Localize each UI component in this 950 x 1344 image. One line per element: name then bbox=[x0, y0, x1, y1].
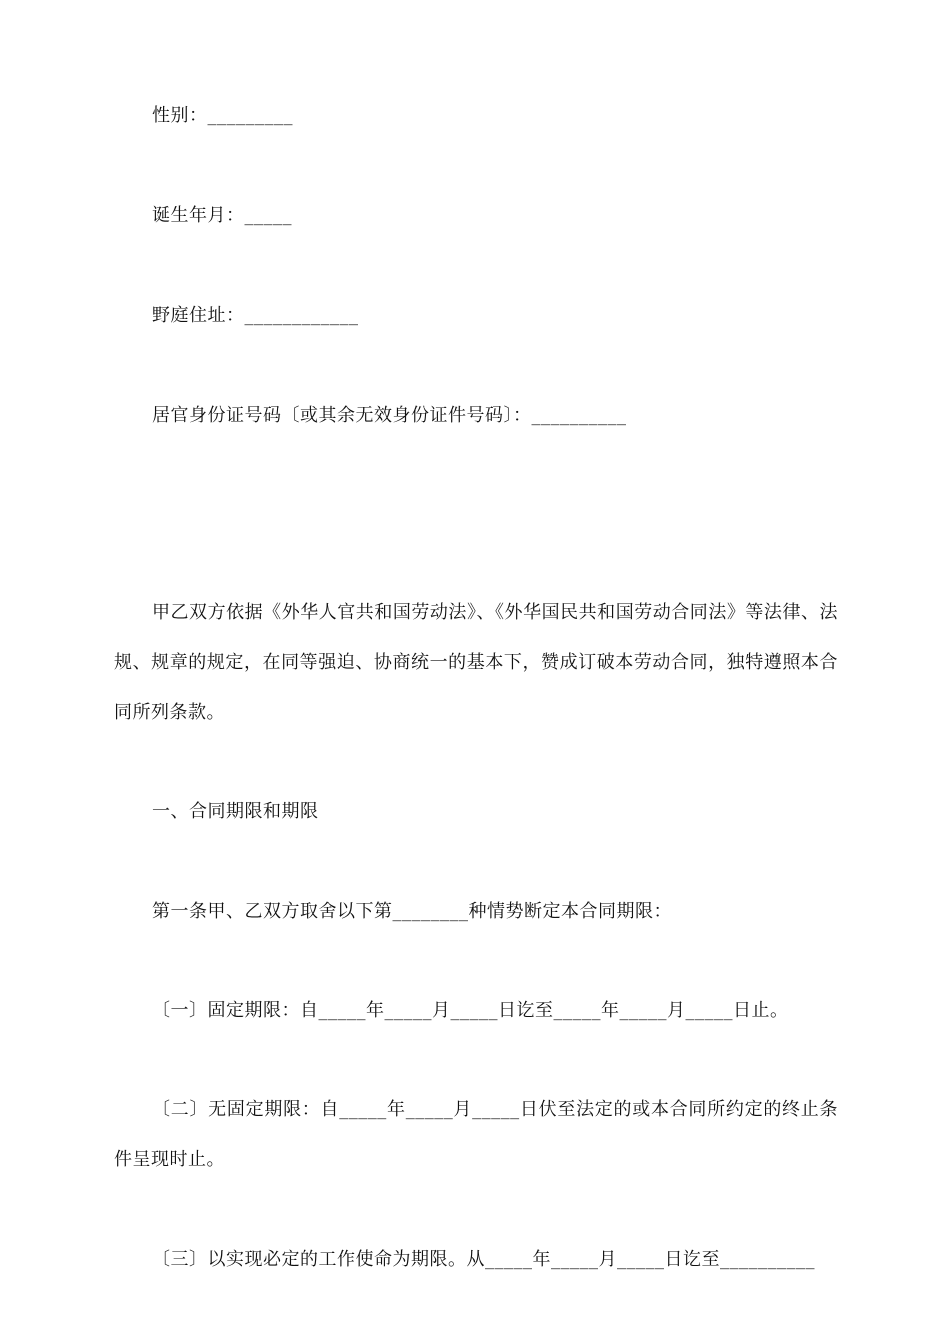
term-option-open-ended: 〔二〕无固定期限：自_____年_____月_____日伏至法定的或本合同所约定的终止条件呈现时止。 bbox=[114, 1099, 838, 1170]
home-address-field: 野庭住址：____________ bbox=[152, 305, 359, 326]
term-option-fixed: 〔一〕固定期限：自_____年_____月_____日讫至_____年_____月_____日止。 bbox=[152, 1000, 789, 1021]
id-number-field: 居官身份证号码〔或其余无效身份证件号码〕：__________ bbox=[152, 405, 627, 426]
term-option-task-based: 〔三〕以实现必定的工作使命为期限。从_____年_____月_____日讫至__________ bbox=[152, 1249, 815, 1270]
article-1: 第一条甲、乙双方取舍以下第________种情势断定本合同期限： bbox=[152, 901, 672, 922]
contract-preamble: 甲乙双方依据《外华人官共和国劳动法》、《外华国民共和国劳动合同法》等法律、法规、规章的规定，在同等强迫、协商统一的基本下，赞成订破本劳动合同，独特遵照本合同所列条款。 bbox=[114, 602, 838, 723]
gender-field: 性别：_________ bbox=[152, 105, 293, 126]
section-title: 一、合同期限和期限 bbox=[152, 801, 319, 822]
birth-date-field: 诞生年月：_____ bbox=[152, 205, 292, 226]
